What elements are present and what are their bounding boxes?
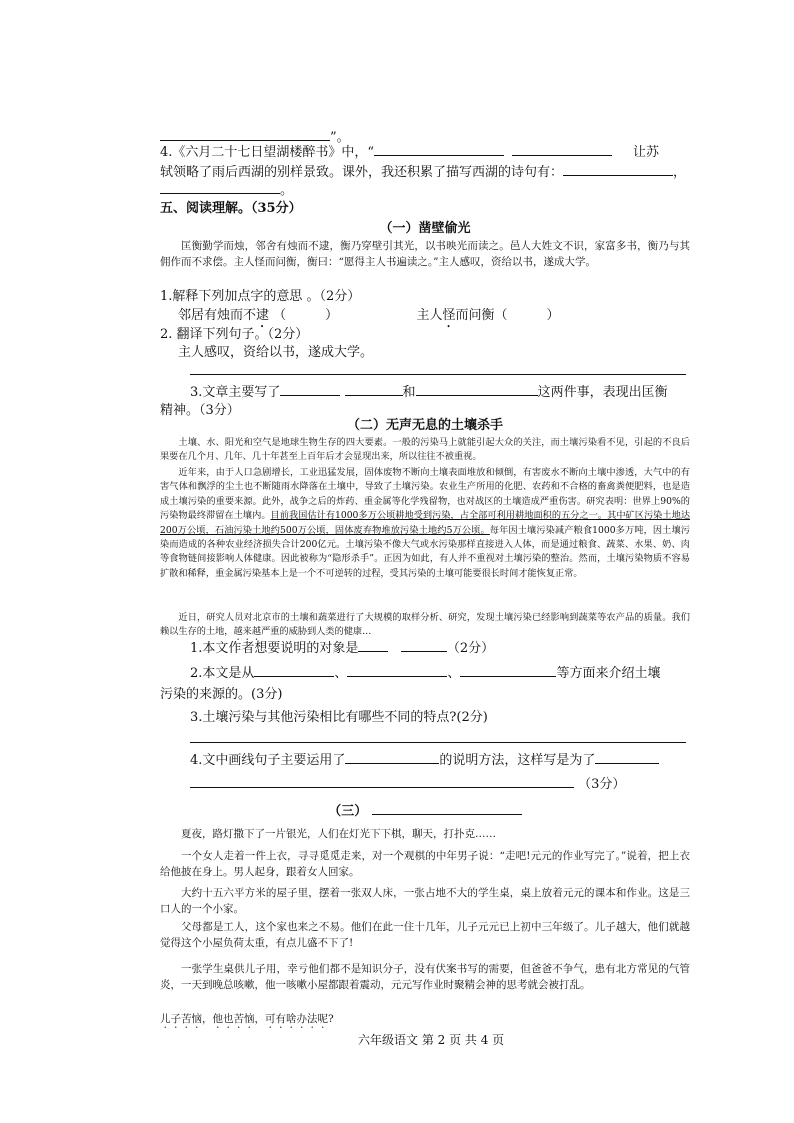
text: 严重的威胁到人类的健康… bbox=[261, 626, 372, 638]
answer-line[interactable] bbox=[190, 374, 686, 375]
dotted-char: 怪 bbox=[442, 308, 456, 323]
p2-question-4-end bbox=[160, 774, 720, 795]
p1-question-3-end: 精神。（3分） bbox=[160, 403, 240, 418]
text: ”。 bbox=[330, 130, 350, 145]
p1-question-2: 2. 翻译下列句子。（2分） bbox=[160, 327, 309, 342]
text: 每年因土壤污染减产粮食1000多万吨，因土壤污染而造成的各种农业经济损失合计200亿元。土壤污染不像大气或水污染那样直接进入人体，而是通过粮食、蔬菜、水果、奶、肉等食物链间接影响人体健康。因此被称为“隐形杀手”。正因为如此，有人并不重视对土壤污染的整治。然而，土壤污染物质不容易扩散和稀释，重金属污染基本上是一个不可逆转的过程，受其污染的土壤可能要很长时间才能恢复正常。 bbox=[160, 524, 690, 579]
answer-blank[interactable] bbox=[416, 382, 538, 396]
answer-blank[interactable] bbox=[280, 382, 340, 396]
title-label: （三） bbox=[328, 804, 368, 819]
passage-3-para-3: 大约十五六平方米的屋子里，摆着一张双人床，一张占地不大的学生桌，桌上放着元元的课本和作业。这是三口人的一个小家。 bbox=[160, 887, 690, 915]
answer-blank[interactable] bbox=[160, 180, 280, 194]
answer-blank[interactable] bbox=[374, 142, 504, 156]
text: 、 bbox=[334, 666, 348, 681]
section-heading: 五、阅读理解。（35分） bbox=[160, 201, 302, 216]
question-text: 4.文中画线句子主要运用了 bbox=[190, 753, 346, 768]
answer-blank[interactable] bbox=[254, 663, 334, 677]
text: 、 bbox=[447, 666, 461, 681]
passage-3-para-2: 一个女人走着一件上衣，寻寻觅觅走来，对一个观棋的中年男子说：“走吧!元元的作业写完了。”说着，把上衣给他披在身上。男人起身，跟着女人回家。 bbox=[160, 850, 690, 878]
p2-question-4 bbox=[160, 750, 720, 771]
answer-paren[interactable]: （ ） bbox=[273, 308, 339, 323]
passage-3-para-1: 夏夜，路灯撒下了一片银光，人们在灯光下下棋，聊天，打扑克…… bbox=[181, 828, 496, 840]
text: 近年来，由于人口急剧增长，工业迅猛发展，固体废物不断向土壤表面堆放和倾倒，有害废水不断向土壤中渗透，大气中的有害气体和飘浮的尘土也不断随雨水降落在土壤中，导致了土壤污染。农业生产所用的化肥、农药和不合格的畜禽粪便肥料，也是造成土壤污染的重要来源。此外，战争之后的炸药、重金属等化学残留物，也对战区的土壤造成严重伤害。研究表明：世界上90%的污染物最终滞留在土壤内。 bbox=[160, 467, 690, 522]
passage-1-text: 匡衡勤学而烛，邻舍有烛而不逮，衡乃穿壁引其光，以书映光而读之。邑人大姓文不识，家富多书，衡乃与其佣作而不求偿。主人怪而问衡，衡曰：“愿得主人书遍读之。”主人感叹，资给以书，遂成大学。 bbox=[160, 240, 690, 268]
title-blank[interactable] bbox=[372, 801, 522, 815]
answer-blank[interactable] bbox=[512, 142, 612, 156]
passage-2-para-1: 土壤、水、阳光和空气是地球生物生存的四大要素。一般的污染马上就能引起大众的关注，而土壤污染看不见，引起的不良后果要在几个月、几年、几十年甚至上百年后才会显现出来，所以往往不被重视。 bbox=[160, 437, 690, 463]
question-text: 等方面来介绍土壤 bbox=[556, 666, 661, 681]
answer-blank[interactable] bbox=[345, 750, 439, 764]
question-text: 1.本文作者想要说明的对象是 bbox=[190, 641, 359, 656]
answer-line[interactable] bbox=[190, 742, 686, 743]
p2-question-2 bbox=[160, 663, 720, 684]
dotted-words: 越来越 bbox=[233, 626, 262, 638]
text: 而问衡 bbox=[455, 308, 495, 323]
question-text: 的说明方法，这样写是为了 bbox=[439, 753, 596, 768]
p2-question-1 bbox=[160, 638, 720, 659]
dotted-char: 逮 bbox=[256, 308, 270, 323]
text: （3分） bbox=[578, 777, 626, 792]
q4-line-3 bbox=[160, 180, 690, 201]
passage-3-para-4: 父母都是工人，这个家也来之不易。他们在此一住十几年，儿子元元已上初中三年级了。儿子越大，他们就越觉得这个小屋负荷太重，有点儿盛不下了! bbox=[160, 921, 690, 949]
passage-3-para-5: 一张学生桌供儿子用，幸亏他们都不是知识分子，没有伏案书写的需要，但爸爸不争气，患有北方常见的气管炎，一天到晚总咳嗽，他一咳嗽小屋都跟着震动，元元写作业时聚精会神的思考就会被打乱。 bbox=[160, 963, 690, 991]
question-text: 3.文章主要写了 bbox=[190, 385, 281, 400]
passage-2-para-2 bbox=[160, 466, 690, 581]
answer-blank[interactable] bbox=[401, 638, 447, 652]
underlined-sentence: 目前我国估计有1000多万公顷耕地受到污染，占全部可利用耕地面积的五分之一。其中矿区污染土地达200万公顷，石油污染土地约500万公顷，固体废弃物堆放污染土地约5万公顷。 bbox=[160, 510, 691, 536]
text: 主人 bbox=[416, 308, 443, 323]
text: 邻居有烛而不 bbox=[178, 308, 257, 323]
p1-question-1: 1.解释下列加点字的意思 。（2分） bbox=[160, 289, 361, 304]
answer-blank[interactable] bbox=[190, 774, 574, 788]
text: 和 bbox=[402, 385, 416, 400]
answer-blank[interactable] bbox=[563, 162, 673, 176]
passage-3-title bbox=[160, 801, 690, 822]
text: 近日，研究人员对北京市的土壤和蔬菜进行了大规模的取样分析、研究，发现土壤污染已经影响到蔬菜等农产品的质量。我们赖以生存的土地， bbox=[160, 612, 690, 638]
text: ， bbox=[673, 165, 687, 180]
p1-question-2-sentence: 主人感叹，资给以书，遂成大学。 bbox=[178, 345, 374, 360]
answer-blank[interactable] bbox=[358, 638, 388, 652]
passage-2-title: （二）无声无息的土壤杀手 bbox=[346, 418, 503, 433]
answer-paren[interactable]: （ ） bbox=[494, 308, 560, 323]
question-text: 这两件事，表现出匡衡 bbox=[537, 385, 668, 400]
answer-blank[interactable] bbox=[160, 127, 330, 141]
p1-question-3 bbox=[160, 382, 720, 403]
passage-3-para-6: 儿子苦恼，他也苦恼，可有啥办法呢? bbox=[160, 1013, 334, 1025]
text: 。 bbox=[280, 183, 294, 198]
answer-blank[interactable] bbox=[460, 663, 556, 677]
question-text: 4.《六月二十七日望湖楼醉书》中，“ bbox=[160, 145, 375, 160]
p2-question-3: 3.土壤污染与其他污染相比有哪些不同的特点?(2分) bbox=[190, 710, 488, 725]
q4-line bbox=[160, 142, 690, 163]
answer-blank[interactable] bbox=[347, 663, 447, 677]
answer-blank[interactable] bbox=[345, 382, 403, 396]
question-text: 轼领略了雨后西湖的别样景致。课外，我还积累了描写西湖的诗句有： bbox=[160, 165, 564, 180]
question-text: 让苏 bbox=[633, 145, 660, 160]
question-text: 2.本文是从 bbox=[190, 666, 255, 681]
text: （2分） bbox=[446, 641, 495, 656]
page-footer: 六年级语文 第 2 页 共 4 页 bbox=[358, 1033, 505, 1047]
passage-1-title: （一）凿壁偷光 bbox=[379, 221, 471, 236]
answer-blank[interactable] bbox=[595, 750, 659, 764]
p2-question-2-end: 污染的来源的。(3分) bbox=[160, 687, 283, 702]
